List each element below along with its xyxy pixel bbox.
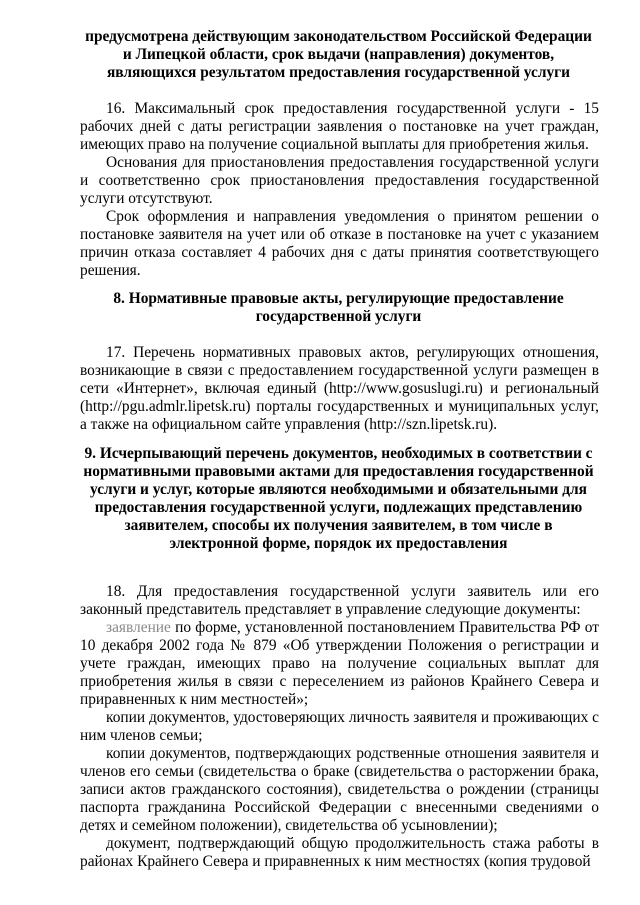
paragraph-16: 16. Максимальный срок предоставления государственной услуги - 15 рабочих дней с даты регистрации заявления о постановке на учет граждан, имеющих право на получение социальной выплаты для приобретения жилья. <box>80 100 599 154</box>
top-heading: предусмотрена действующим законодательством Российской Федерации и Липецкой области, срок выдачи (направления) документов, являющихся результатом предоставления государственной услуги <box>85 28 592 82</box>
paragraph-18: 18. Для предоставления государственной услуги заявитель или его законный представитель представляет в управление следующие документы: <box>80 583 599 619</box>
paragraph-16-notification: Срок оформления и направления уведомления о принятом решении о постановке заявителя на учет или об отказе в постановке на учет с указанием причин отказа составляет 4 рабочих дня с даты принятия соответствующего решения. <box>80 208 599 280</box>
list-item-text: по форме, установленной постановлением Правительства РФ от 10 декабря 2002 года № 879 «Об утверждении Положения о регистрации и учете граждан, имеющих право на получение социальных выплат для приобретения жилья в связи с переселением из районов Крайнего Севера и приравненных к ним местностей»; <box>80 619 599 709</box>
paragraph-17: 17. Перечень нормативных правовых актов, регулирующих отношения, возникающие в связи с предоставлением государственной услуги размещен в сети «Интернет», включая единый (http://www.gosuslugi.ru) и региональный (http://pgu.admlr.lipetsk.ru) порталы государственных и муниципальных услуг, а также на официальном сайте управления (http://szn.lipetsk.ru). <box>80 344 599 434</box>
list-item: документ, подтверждающий общую продолжительность стажа работы в районах Крайнего Севера и приравненных к ним местностях (копия трудовой <box>80 835 599 871</box>
application-form-link[interactable]: заявление <box>106 619 171 636</box>
list-item: копии документов, подтверждающих родственные отношения заявителя и членов его семьи (свидетельства о браке (свидетельства о расторжении брака, записи актов гражданского состояния), свидетельства о рождении (страницы паспорта гражданина Российской Федерации с внесенными сведениями о детях и семейном положении), свидетельства об усыновлении); <box>80 745 599 835</box>
list-item: копии документов, удостоверяющих личность заявителя и проживающих с ним членов семьи; <box>80 709 599 745</box>
paragraph-16-suspension: Основания для приостановления предоставления государственной услуги и соответственно срок приостановления предоставления государственной услуги отсутствуют. <box>80 154 599 208</box>
section-8-heading: 8. Нормативные правовые акты, регулирующие предоставление государственной услуги <box>113 290 564 326</box>
section-9-heading: 9. Исчерпывающий перечень документов, необходимых в соответствии с нормативными правовыми актами для предоставления государственной услуги и услуг, которые являются необходимыми и обязательными для предоставления государственной услуги, подлежащих представлению заявителем, способы их получения заявителем, в том числе в электронной форме, порядок их предоставления <box>83 445 594 553</box>
list-item <box>80 619 599 709</box>
